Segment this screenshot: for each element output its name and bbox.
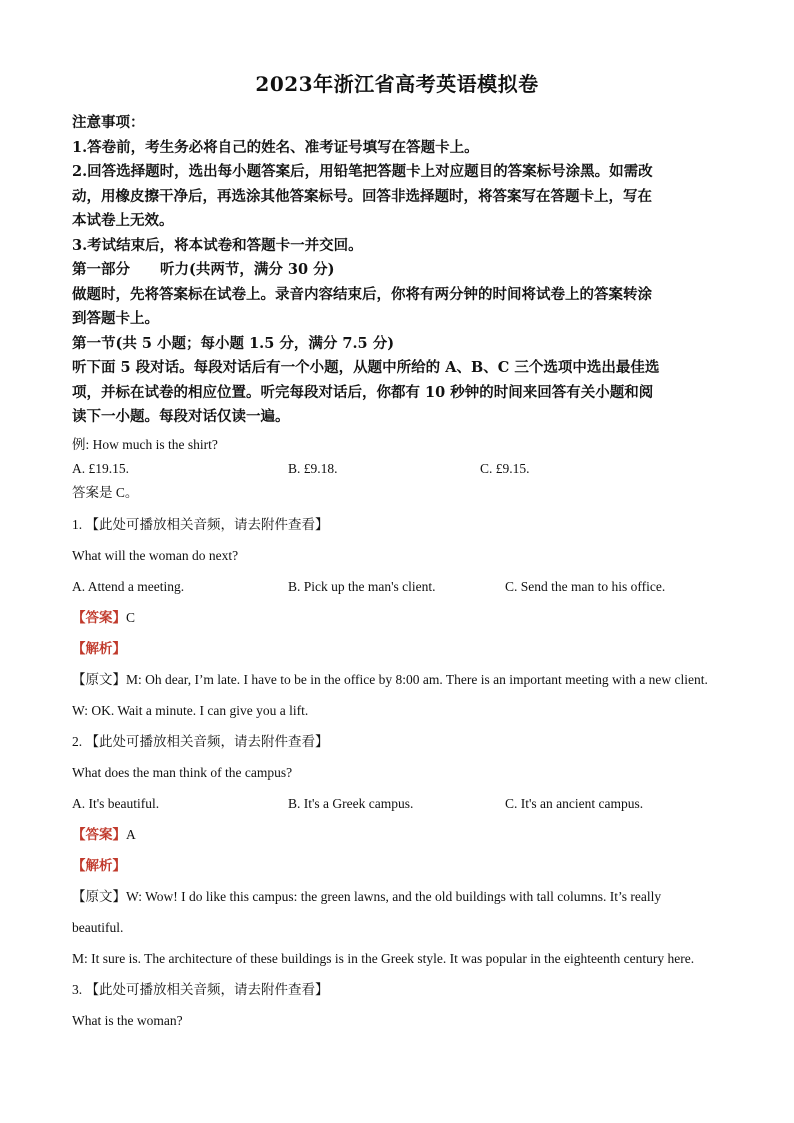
- q2-option-a: A. It's beautiful.: [72, 795, 160, 811]
- example-answer: 答案是 C。: [72, 484, 139, 500]
- q2-audio-note: 2. 【此处可播放相关音频，请去附件查看】: [72, 733, 329, 749]
- section-heading: 第一节(共 5 小题；每小题 1.5 分，满分 7.5 分): [72, 334, 395, 352]
- q1-answer: [72, 609, 722, 627]
- example-option-b: B. £9.18.: [288, 460, 338, 476]
- q2-script-line-3: M: It sure is. The architecture of these buildings is in the Greek style. It was popular in the eighteenth century here.: [72, 950, 695, 966]
- part-intro-line-2: 到答题卡上。: [72, 310, 159, 327]
- q2-script-line-2: beautiful.: [72, 919, 124, 935]
- q1-script-line-1: [72, 671, 722, 689]
- note-item-2-line-1: 2.回答选择题时，选出每小题答案后，用铅笔把答题卡上对应题目的答案标号涂黑。如需改: [72, 163, 653, 180]
- q2-script-line-1: [72, 888, 722, 906]
- q2-analysis: [72, 857, 722, 875]
- q2-answer: [72, 826, 722, 844]
- q1-answer-value: C: [126, 609, 136, 625]
- analysis-tag: 【解析】: [72, 640, 126, 656]
- q1-option-c: C. Send the man to his office.: [505, 578, 666, 594]
- example-question: 例: How much is the shirt?: [72, 436, 218, 452]
- page-title: 2023年浙江省高考英语模拟卷: [255, 72, 539, 96]
- section-instr-line-1: 听下面 5 段对话。每段对话后有一个小题，从题中所给的 A、B、C 三个选项中选出最佳选: [72, 359, 660, 376]
- script-tag: 【原文】: [72, 671, 126, 687]
- notes-heading: 注意事项：: [72, 114, 145, 131]
- section-instr-line-3: 读下一小题。每段对话仅读一遍。: [72, 408, 290, 425]
- q1-script-text: M: Oh dear, I’m late. I have to be in the office by 8:00 am. There is an important meeting with a new client.: [126, 671, 708, 687]
- section-instr-line-2: 项，并标在试卷的相应位置。听完每段对话后，你都有 10 秒钟的时间来回答有关小题和阅: [72, 383, 654, 401]
- q1-option-a: A. Attend a meeting.: [72, 578, 185, 594]
- note-item-1: 1.答卷前，考生务必将自己的姓名、准考证号填写在答题卡上。: [72, 138, 479, 156]
- part-intro-line-1: 做题时，先将答案标在试卷上。录音内容结束后，你将有两分钟的时间将试卷上的答案转涂: [72, 285, 652, 303]
- script-tag: 【原文】: [72, 888, 126, 904]
- part-label: 第一部分: [72, 261, 130, 278]
- q2-answer-value: A: [126, 826, 136, 842]
- note-item-2-line-2: 动，用橡皮擦干净后，再选涂其他答案标号。回答非选择题时，将答案写在答题卡上，写在: [72, 187, 652, 205]
- example-options: [72, 460, 722, 478]
- q3-audio-note: 3. 【此处可播放相关音频，请去附件查看】: [72, 981, 329, 997]
- note-item-3: 3.考试结束后，将本试卷和答题卡一并交回。: [72, 236, 363, 254]
- note-item-2-line-3: 本试卷上无效。: [72, 212, 174, 229]
- q2-script-text: W: Wow! I do like this campus: the green lawns, and the old buildings with tall columns. It’s really: [126, 888, 662, 904]
- q1-analysis: [72, 640, 722, 658]
- part-name: 听力(共两节，满分 30 分): [160, 261, 335, 278]
- part-heading: [72, 258, 722, 283]
- q1-audio-note: 1. 【此处可播放相关音频，请去附件查看】: [72, 516, 329, 532]
- example-option-a: A. £19.15.: [72, 460, 129, 476]
- q1-options: [72, 578, 722, 596]
- q2-option-b: B. It's a Greek campus.: [288, 795, 414, 811]
- q1-option-b: B. Pick up the man's client.: [288, 578, 436, 594]
- q1-question: What will the woman do next?: [72, 547, 239, 563]
- example-option-c: C. £9.15.: [480, 460, 530, 476]
- analysis-tag: 【解析】: [72, 857, 126, 873]
- q2-option-c: C. It's an ancient campus.: [505, 795, 644, 811]
- q1-script-line-2: W: OK. Wait a minute. I can give you a lift.: [72, 702, 309, 718]
- answer-tag: 【答案】: [72, 826, 126, 842]
- q2-options: [72, 795, 722, 813]
- q3-question: What is the woman?: [72, 1012, 183, 1028]
- q2-question: What does the man think of the campus?: [72, 764, 293, 780]
- answer-tag: 【答案】: [72, 609, 126, 625]
